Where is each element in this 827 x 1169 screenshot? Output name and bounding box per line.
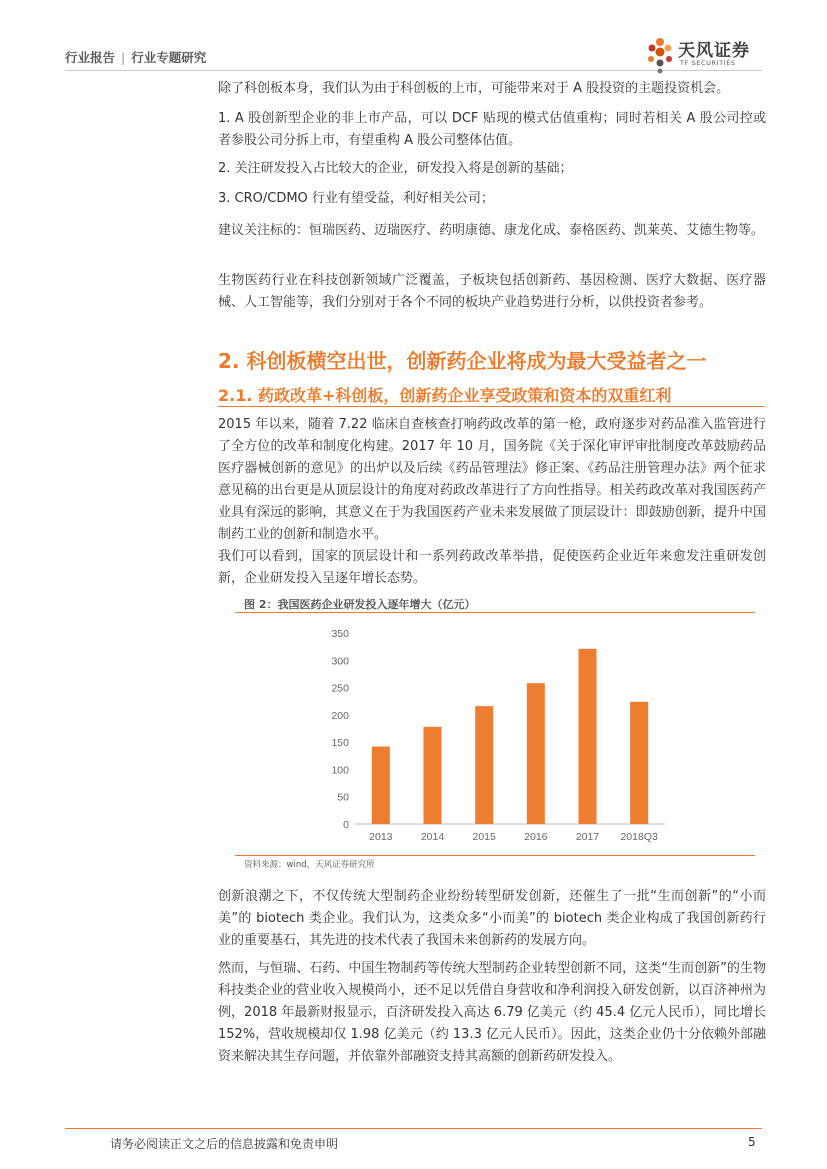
y-tick-label-1: 50 [337,791,349,804]
list-item-3: 3. CRO/CDMO 行业有望受益，利好相关公司； [218,191,494,206]
subsection-rule [218,406,764,407]
y-tick-label-7: 350 [331,628,349,640]
section-heading: 2. 科创板横空出世，创新药企业将成为最大受益者之一 [218,349,707,373]
logo-name: 天风证券 [678,41,750,61]
trend-paragraph: 我们可以看到，国家的顶层设计和一系列药政改革举措，促使医药企业近年来愈发注重研发创新，企业研发投入呈逐年增长态势。 [218,549,766,586]
rd-investment-bar-chart [310,620,670,846]
report-category [65,48,206,66]
bar-2017 [579,649,597,824]
x-tick-label-2017: 2017 [575,831,600,843]
bar-2015 [475,706,493,824]
figure-source: 资料来源：wind，天风证券研究所 [244,860,375,870]
footer-disclaimer: 请务必阅读正文之后的信息披露和免责申明 [110,1137,339,1151]
y-tick-label-2: 100 [331,764,349,777]
y-tick-label-3: 150 [331,737,349,750]
figure-bottom-rule [235,855,755,856]
logo-subtitle: TF SECURITIES [680,59,736,67]
sector-paragraph: 生物医药行业在科技创新领域广泛覆盖，子板块包括创新药、基因检测、医疗大数据、医疗器械、人工智能等，我们分别对于各个不同的板块产业趋势进行分析，以供投资者参考。 [218,273,766,310]
funding-paragraph: 然而，与恒瑞、石药、中国生物制药等传统大型制药企业转型创新不同，这类“生而创新”的生物科技类企业的营业收入规模尚小，还不足以凭借自身营收和净利润投入研发创新，以百济神州为例，2018 年最新财报显示，百济研发投入高达 6.79 亿美元（约 45.4 亿元人民币），同比增长 152%，营收规模却仅 1.98 亿美元（约 13.3 亿元人民币）。因此，这类企业仍十分依赖外部融资来解决其生存问题，并依靠外部融资支持其高额的创新药研发投入。 [218,961,766,1064]
report-type: 行业报告 [65,50,116,65]
reform-paragraph: 2015 年以来，随着 7.22 临床自查核查打响药政改革的第一枪，政府逐步对药品准入监管进行了全方位的改革和制度化构建。2017 年 10 月，国务院《关于深化审评审批制度改革鼓励药品医疗器械创新的意见》的出炉以及后续《药品管理法》修正案、《药品注册管理办法》两个征求意见稿的出台更是从顶层设计的角度对药政改革进行了方向性指导。相关药政改革对我国医药产业具有深远的影响，其意义在于为我国医药产业未来发展做了顶层设计：即鼓励创新，提升中国制药工业的创新和制造水平。 [218,417,766,542]
bar-2014 [424,727,442,824]
biotech-paragraph: 创新浪潮之下，不仅传统大型制药企业纷纷转型研发创新，还催生了一批“生而创新”的“小而美”的 biotech 类企业。我们认为，这类众多“小而美”的 biotech 类企业构成了我国创新药行业的重要基石，其先进的技术代表了我国未来创新药的发展方向。 [218,889,766,948]
y-tick-label-4: 200 [331,709,349,722]
figure-top-rule [235,612,755,613]
figure-title: 图 2：我国医药企业研发投入逐年增大（亿元） [244,598,476,611]
company-logo [646,35,766,75]
bar-2013 [372,747,390,824]
bar-2016 [527,683,545,824]
y-tick-label-5: 250 [331,682,349,695]
x-tick-label-2014: 2014 [420,831,445,843]
footer-rule [65,1128,762,1129]
intro-paragraph: 除了科创板本身，我们认为由于科创板的上市，可能带来对于 A 股投资的主题投资机会。 [218,81,730,96]
page-number: 5 [748,1135,756,1149]
x-tick-label-2013: 2013 [369,831,393,843]
header-separator: | [121,50,126,65]
y-tick-label-0: 0 [343,819,349,831]
list-item-2: 2. 关注研发投入占比较大的企业，研发投入将是创新的基础； [218,161,573,176]
y-tick-label-6: 300 [331,655,349,668]
bar-2018Q3 [630,702,648,824]
recommend-paragraph: 建议关注标的：恒瑞医药、迈瑞医疗、药明康德、康龙化成、泰格医药、凯莱英、艾德生物等。 [218,223,765,238]
subsection-heading: 2.1. 药政改革+科创板，创新药企业享受政策和资本的双重红利 [218,386,672,405]
x-tick-label-2018Q3: 2018Q3 [620,831,658,843]
logo-flower-icon [646,35,676,75]
x-tick-label-2015: 2015 [472,831,496,843]
report-subtype: 行业专题研究 [131,50,207,65]
list-item-1: 1. A 股创新型企业的非上市产品，可以 DCF 贴现的模式估值重构；同时若相关 A 股公司控或者参股公司分拆上市，有望重构 A 股公司整体估值。 [218,111,766,148]
x-tick-label-2016: 2016 [524,831,548,843]
